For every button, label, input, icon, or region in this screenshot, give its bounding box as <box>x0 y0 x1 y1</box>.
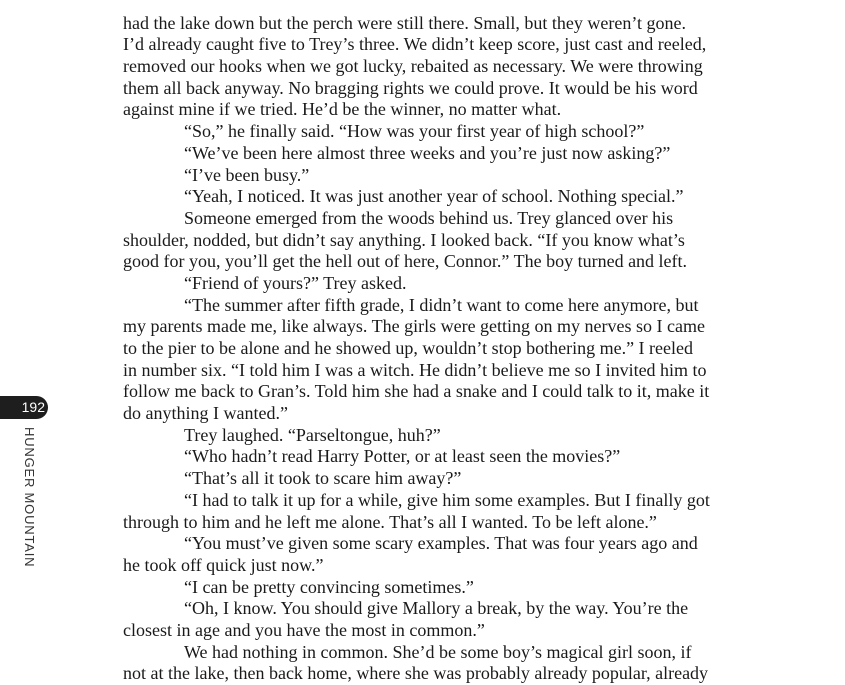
text-line: through to him and he left me alone. That’s all I wanted. To be left alone.” <box>123 511 657 532</box>
text-line: I’d already caught five to Trey’s three. We didn’t keep score, just cast and reeled, <box>123 34 707 55</box>
text-line: to the pier to be alone and he showed up, wouldn’t stop bothering me.” I reeled <box>123 338 694 358</box>
page-number: 192 <box>21 399 45 415</box>
paragraph-first-line: Someone emerged from the woods behind us. Trey glanced over his <box>184 207 674 228</box>
paragraph-first-line: “You must’ve given some scary examples. That was four years ago and <box>184 533 698 554</box>
text-line: good for you, you’ll get the hell out of here, Connor.” The boy turned and left. <box>123 251 688 272</box>
paragraph-first-line: “The summer after fifth grade, I didn’t want to come here anymore, but <box>184 294 699 315</box>
paragraph-first-line: “Friend of yours?” Trey asked. <box>184 272 407 293</box>
body-text <box>123 0 723 685</box>
text-line: my parents made me, like always. The girls were getting on my nerves so I came <box>123 316 705 337</box>
text-line: shoulder, nodded, but didn’t say anything. I looked back. “If you know what’s <box>123 229 685 250</box>
paragraph-first-line: Trey laughed. “Parseltongue, huh?” <box>184 424 441 445</box>
text-line: he took off quick just now.” <box>123 554 324 575</box>
paragraph-first-line: “We’ve been here almost three weeks and you’re just now asking?” <box>184 142 671 163</box>
text-line: against mine if we tried. He’d be the winner, no matter what. <box>123 99 562 120</box>
text-line: removed our hooks when we got lucky, rebaited as necessary. We were throwing <box>123 56 703 77</box>
text-line: had the lake down but the perch were still there. Small, but they weren’t gone. <box>123 12 687 33</box>
paragraph-first-line: We had nothing in common. She’d be some boy’s magical girl soon, if <box>184 641 692 662</box>
paragraph-first-line: “I can be pretty convincing sometimes.” <box>184 576 474 597</box>
paragraph-first-line: “Who hadn’t read Harry Potter, or at least seen the movies?” <box>184 446 621 467</box>
paragraph-first-line: “Yeah, I noticed. It was just another year of school. Nothing special.” <box>184 186 684 207</box>
text-line: them all back anyway. No bragging rights we could prove. It would be his word <box>123 77 698 98</box>
text-line: follow me back to Gran’s. Told him she had a snake and I could talk to it, make it <box>123 381 710 402</box>
text-line: in number six. “I told him I was a witch. He didn’t believe me so I invited him to <box>123 359 707 380</box>
paragraph-first-line: “I had to talk it up for a while, give him some examples. But I finally got <box>184 489 710 510</box>
paragraph-first-line: “Oh, I know. You should give Mallory a break, by the way. You’re the <box>184 598 689 619</box>
text-line: closest in age and you have the most in common.” <box>123 619 485 640</box>
text-line: do anything I wanted.” <box>123 403 288 424</box>
paragraph-first-line: “I’ve been busy.” <box>184 164 310 185</box>
paragraph-first-line: “That’s all it took to scare him away?” <box>184 468 462 489</box>
page-number-tab <box>0 396 48 419</box>
text-line: not at the lake, then back home, where she was probably already popular, already <box>123 663 709 684</box>
running-head: HUNGER MOUNTAIN <box>22 427 37 568</box>
paragraph-first-line: “So,” he finally said. “How was your first year of high school?” <box>184 121 645 142</box>
